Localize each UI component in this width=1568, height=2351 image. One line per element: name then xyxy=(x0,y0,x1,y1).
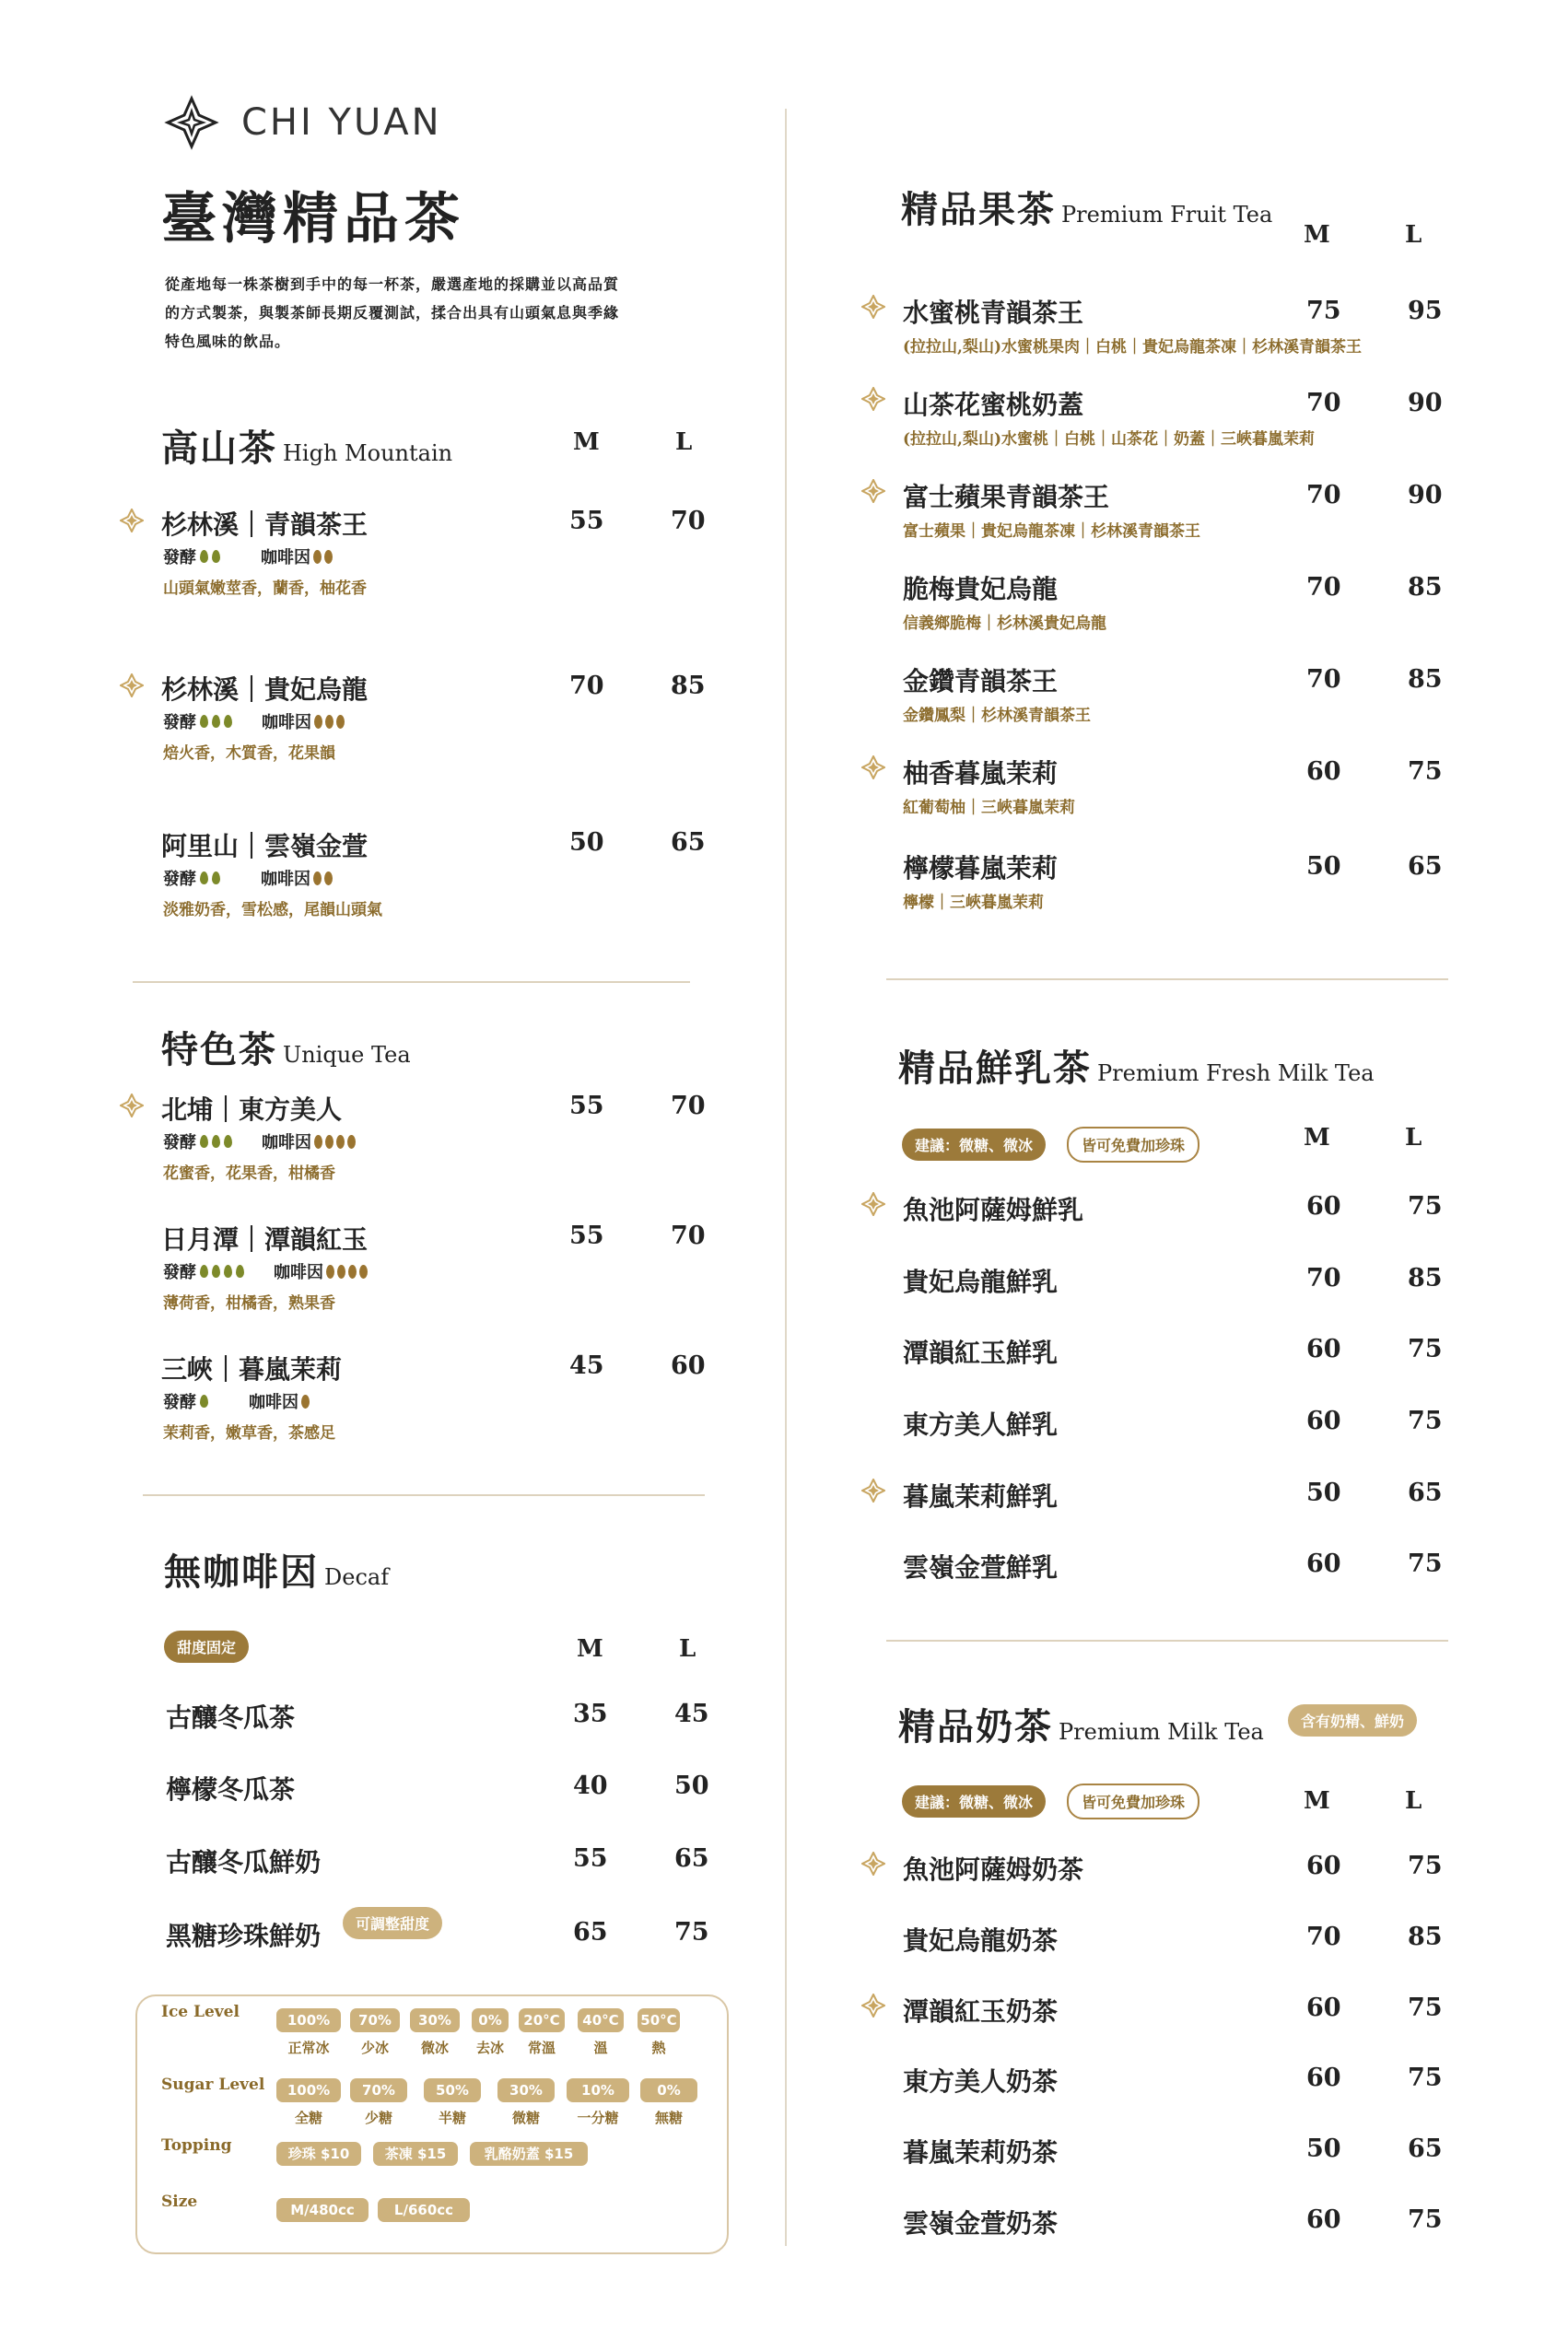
option-caption: 微糖 xyxy=(511,2110,540,2126)
col-l-label: L xyxy=(1405,221,1422,249)
menu-item-name: 檸檬冬瓜茶 xyxy=(166,1774,296,1805)
tasting-notes: 花蜜香，花果香，柑橘香 xyxy=(163,1164,335,1183)
strength-indicators xyxy=(163,709,345,733)
price-m: 60 xyxy=(1306,2205,1341,2234)
price-l: 75 xyxy=(1408,1550,1443,1578)
ferment-leaf-icon xyxy=(236,1265,244,1278)
price-m: 50 xyxy=(1306,852,1341,881)
signature-star-icon xyxy=(120,509,144,532)
price-m: 50 xyxy=(1306,2135,1341,2163)
menu-item-name: 古釀冬瓜茶 xyxy=(166,1702,296,1733)
ferment-leaf-icon xyxy=(212,1135,220,1148)
option-caption: 全糖 xyxy=(294,2110,322,2126)
option-chip: 珍珠 $10 xyxy=(276,2142,361,2166)
menu-item-name: 杉林溪｜貴妃烏龍 xyxy=(161,674,369,705)
section-divider xyxy=(886,1640,1448,1642)
caffeine-bean-icon xyxy=(314,1135,322,1149)
ingredients: 檸檬｜三峽暮嵐茉莉 xyxy=(903,894,1044,912)
signature-star-icon xyxy=(120,673,144,697)
option-chip: 50% xyxy=(424,2078,481,2102)
price-l: 45 xyxy=(674,1700,709,1728)
price-m: 40 xyxy=(573,1772,608,1800)
caffeine-bean-icon xyxy=(313,550,322,564)
col-m-label: M xyxy=(573,428,600,456)
ferment-leaf-icon xyxy=(212,715,220,728)
menu-item-name: 魚池阿薩姆鮮乳 xyxy=(903,1195,1084,1225)
price-m: 60 xyxy=(1306,1852,1341,1880)
option-caption: 半糖 xyxy=(438,2110,466,2126)
menu-item-name: 東方美人鮮乳 xyxy=(903,1409,1059,1440)
ferment-leaf-icon xyxy=(212,1265,220,1278)
price-l: 70 xyxy=(671,507,706,535)
price-m: 50 xyxy=(569,828,604,857)
menu-item-name: 柚香暮嵐茉莉 xyxy=(903,758,1059,789)
caffeine-bean-icon xyxy=(337,1265,345,1279)
price-l: 85 xyxy=(671,672,706,700)
ferment-leaf-icon xyxy=(200,1265,208,1278)
col-m-label: M xyxy=(1304,221,1330,249)
ferment-leaf-icon xyxy=(200,871,208,884)
fixed-sweetness-badge: 甜度固定 xyxy=(164,1631,249,1663)
topping-label: Topping xyxy=(161,2136,232,2155)
price-l: 75 xyxy=(1408,2205,1443,2234)
price-l: 85 xyxy=(1408,573,1443,602)
col-m-label: M xyxy=(1304,1124,1330,1152)
price-m: 60 xyxy=(1306,1335,1341,1363)
ingredients: 富士蘋果｜貴妃烏龍茶凍｜杉林溪青韻茶王 xyxy=(903,522,1200,541)
tasting-notes: 茉莉香，嫩草香，茶感足 xyxy=(163,1424,335,1443)
price-l: 75 xyxy=(1408,1407,1443,1435)
price-l: 85 xyxy=(1408,1923,1443,1951)
caffeine-bean-icon xyxy=(314,715,322,729)
menu-item-name: 阿里山｜雲嶺金萱 xyxy=(161,831,369,861)
price-m: 55 xyxy=(573,1844,608,1873)
caffeine-label: 咖啡因 xyxy=(249,1393,298,1412)
menu-item-name: 魚池阿薩姆奶茶 xyxy=(903,1854,1084,1885)
signature-star-icon xyxy=(120,1094,144,1117)
menu-item-name: 山茶花蜜桃奶蓋 xyxy=(903,390,1084,420)
menu-item-name: 金鑽青韻茶王 xyxy=(903,666,1059,696)
signature-star-icon xyxy=(861,1994,885,2018)
ferment-leaf-icon xyxy=(224,1265,232,1278)
fresh-milk-tea-title: 精品鮮乳茶 Premium Fresh Milk Tea xyxy=(898,1047,1375,1090)
free-pearl-badge: 皆可免費加珍珠 xyxy=(1067,1784,1199,1819)
menu-item-name: 黑糖珍珠鮮奶 xyxy=(166,1921,322,1951)
caffeine-bean-icon xyxy=(347,1135,356,1149)
price-l: 75 xyxy=(1408,1335,1443,1363)
price-l: 75 xyxy=(1408,2064,1443,2092)
caffeine-bean-icon xyxy=(336,715,345,729)
caffeine-bean-icon xyxy=(301,1395,310,1409)
price-l: 65 xyxy=(1408,2135,1443,2163)
menu-item-name: 脆梅貴妃烏龍 xyxy=(903,574,1059,604)
menu-item-name: 三峽｜暮嵐茉莉 xyxy=(161,1354,343,1385)
option-chip: 50°C xyxy=(638,2008,680,2032)
option-caption: 常溫 xyxy=(527,2040,556,2056)
option-chip: 0% xyxy=(640,2078,697,2102)
price-m: 70 xyxy=(1306,481,1341,509)
option-chip: 30% xyxy=(410,2008,460,2032)
col-m-label: M xyxy=(577,1635,603,1663)
ingredients: 金鑽鳳梨｜杉林溪青韻茶王 xyxy=(903,707,1091,725)
caffeine-label: 咖啡因 xyxy=(262,1133,311,1152)
menu-item-name: 東方美人奶茶 xyxy=(903,2066,1059,2097)
price-l: 65 xyxy=(671,828,706,857)
brand-name: CHI YUAN xyxy=(241,101,442,144)
brand-description: 從產地每一株茶樹到手中的每一杯茶，嚴選產地的採購並以高品質 的方式製茶，與製茶師長期反覆測試，揉合出具有山頭氣息與季緣 特色風味的飲品。 xyxy=(165,275,620,350)
page-title: 臺灣精品茶 xyxy=(161,187,465,251)
option-caption: 微冰 xyxy=(420,2040,449,2056)
option-chip: 乳酪奶蓋 $15 xyxy=(470,2142,588,2166)
price-l: 75 xyxy=(674,1918,709,1947)
sugar-level-label: Sugar Level xyxy=(161,2076,265,2094)
caffeine-bean-icon xyxy=(324,871,333,885)
ingredients: 信義鄉脆梅｜杉林溪貴妃烏龍 xyxy=(903,614,1106,633)
price-m: 60 xyxy=(1306,1550,1341,1578)
option-chip: 100% xyxy=(276,2078,341,2102)
signature-star-icon xyxy=(861,1192,885,1216)
section-divider xyxy=(133,981,690,983)
ingredients: (拉拉山,梨山)水蜜桃果肉｜白桃｜貴妃烏龍茶凍｜杉林溪青韻茶王 xyxy=(903,338,1363,357)
strength-indicators xyxy=(163,1389,310,1413)
caffeine-label: 咖啡因 xyxy=(274,1263,323,1282)
caffeine-label: 咖啡因 xyxy=(261,548,310,567)
ferment-leaf-icon xyxy=(224,1135,232,1148)
tasting-notes: 淡雅奶香，雪松感，尾韻山頭氣 xyxy=(163,901,382,919)
suggestion-badge: 建議：微糖、微冰 xyxy=(902,1785,1046,1818)
menu-item-name: 杉林溪｜青韻茶王 xyxy=(161,509,369,540)
menu-item-name: 北埔｜東方美人 xyxy=(161,1094,343,1125)
price-m: 75 xyxy=(1306,297,1341,325)
unique-tea-title: 特色茶 Unique Tea xyxy=(161,1028,411,1071)
price-l: 75 xyxy=(1408,1994,1443,2022)
col-l-label: L xyxy=(1405,1787,1422,1815)
option-chip: 30% xyxy=(497,2078,555,2102)
caffeine-bean-icon xyxy=(325,715,333,729)
price-l: 85 xyxy=(1408,1264,1443,1292)
section-divider xyxy=(143,1494,705,1496)
option-chip: 100% xyxy=(276,2008,341,2032)
menu-item-name: 富士蘋果青韻茶王 xyxy=(903,482,1110,512)
option-chip: 0% xyxy=(472,2008,509,2032)
menu-item-name: 暮嵐茉莉奶茶 xyxy=(903,2137,1059,2168)
free-pearl-badge: 皆可免費加珍珠 xyxy=(1067,1127,1199,1163)
price-m: 65 xyxy=(573,1918,608,1947)
option-caption: 熱 xyxy=(651,2040,666,2056)
caffeine-bean-icon xyxy=(326,1265,334,1279)
adjustable-sweetness-badge: 可調整甜度 xyxy=(343,1907,442,1939)
caffeine-bean-icon xyxy=(348,1265,357,1279)
price-l: 75 xyxy=(1408,757,1443,786)
decaf-title: 無咖啡因 Decaf xyxy=(164,1550,390,1594)
option-caption: 少糖 xyxy=(364,2110,392,2126)
col-m-label: M xyxy=(1304,1787,1330,1815)
menu-item-name: 貴妃烏龍鮮乳 xyxy=(903,1267,1059,1297)
price-m: 70 xyxy=(1306,573,1341,602)
ingredients: 紅葡萄柚｜三峽暮嵐茉莉 xyxy=(903,799,1075,817)
price-m: 60 xyxy=(1306,2064,1341,2092)
option-chip: 70% xyxy=(350,2078,407,2102)
price-m: 70 xyxy=(1306,1923,1341,1951)
caffeine-bean-icon xyxy=(359,1265,368,1279)
ferment-leaf-icon xyxy=(224,715,232,728)
price-m: 70 xyxy=(569,672,604,700)
price-m: 55 xyxy=(569,507,604,535)
suggestion-badge: 建議：微糖、微冰 xyxy=(902,1129,1046,1161)
ferment-leaf-icon xyxy=(200,1135,208,1148)
menu-item-name: 古釀冬瓜鮮奶 xyxy=(166,1847,322,1877)
strength-indicators xyxy=(163,544,333,568)
price-m: 70 xyxy=(1306,665,1341,694)
option-caption: 一分糖 xyxy=(577,2110,619,2126)
col-l-label: L xyxy=(675,428,693,456)
ferment-label: 發酵 xyxy=(163,1393,196,1412)
strength-indicators xyxy=(163,866,333,890)
menu-item-name: 貴妃烏龍奶茶 xyxy=(903,1925,1059,1956)
caffeine-bean-icon xyxy=(324,550,333,564)
strength-indicators xyxy=(163,1129,356,1153)
menu-item-name: 水蜜桃青韻茶王 xyxy=(903,298,1084,328)
caffeine-bean-icon xyxy=(336,1135,345,1149)
ferment-label: 發酵 xyxy=(163,870,196,889)
option-caption: 無糖 xyxy=(654,2110,683,2126)
price-m: 60 xyxy=(1306,1407,1341,1435)
price-l: 65 xyxy=(674,1844,709,1873)
menu-item-name: 雲嶺金萱奶茶 xyxy=(903,2208,1059,2239)
milk-tea-title: 精品奶茶 Premium Milk Tea xyxy=(898,1705,1264,1749)
price-l: 50 xyxy=(674,1772,709,1800)
menu-item-name: 潭韻紅玉鮮乳 xyxy=(903,1338,1059,1368)
ferment-leaf-icon xyxy=(200,1395,208,1408)
caffeine-label: 咖啡因 xyxy=(261,870,310,889)
caffeine-label: 咖啡因 xyxy=(262,713,311,732)
brand-logo-icon xyxy=(164,95,219,150)
option-caption: 去冰 xyxy=(475,2040,504,2056)
signature-star-icon xyxy=(861,479,885,503)
ferment-label: 發酵 xyxy=(163,1133,196,1152)
menu-item-name: 潭韻紅玉奶茶 xyxy=(903,1996,1059,2027)
ferment-label: 發酵 xyxy=(163,713,196,732)
option-chip: 20°C xyxy=(519,2008,565,2032)
signature-star-icon xyxy=(861,755,885,779)
menu-item-name: 雲嶺金萱鮮乳 xyxy=(903,1552,1059,1583)
tasting-notes: 焙火香，木質香，花果韻 xyxy=(163,744,335,763)
price-l: 70 xyxy=(671,1222,706,1250)
signature-star-icon xyxy=(861,1479,885,1503)
price-m: 70 xyxy=(1306,389,1341,417)
ingredients: (拉拉山,梨山)水蜜桃｜白桃｜山茶花｜奶蓋｜三峽暮嵐茉莉 xyxy=(903,430,1316,449)
price-l: 95 xyxy=(1408,297,1443,325)
option-chip: 40°C xyxy=(578,2008,624,2032)
ferment-leaf-icon xyxy=(212,550,220,563)
signature-star-icon xyxy=(861,387,885,411)
price-m: 35 xyxy=(573,1700,608,1728)
price-l: 70 xyxy=(671,1092,706,1120)
price-m: 60 xyxy=(1306,1994,1341,2022)
ferment-label: 發酵 xyxy=(163,548,196,567)
tasting-notes: 山頭氣嫩莖香，蘭香，柚花香 xyxy=(163,579,367,598)
price-l: 85 xyxy=(1408,665,1443,694)
menu-item-name: 暮嵐茉莉鮮乳 xyxy=(903,1481,1059,1512)
price-l: 60 xyxy=(671,1351,706,1380)
price-l: 65 xyxy=(1408,852,1443,881)
ferment-leaf-icon xyxy=(212,871,220,884)
price-m: 55 xyxy=(569,1222,604,1250)
fruit-tea-title: 精品果茶 Premium Fruit Tea xyxy=(901,188,1273,231)
option-chip: L/660cc xyxy=(378,2198,470,2222)
strength-indicators xyxy=(163,1259,368,1283)
price-m: 70 xyxy=(1306,1264,1341,1292)
ferment-label: 發酵 xyxy=(163,1263,196,1282)
contains-creamer-tag: 含有奶精、鮮奶 xyxy=(1288,1704,1417,1737)
price-l: 75 xyxy=(1408,1852,1443,1880)
price-l: 65 xyxy=(1408,1479,1443,1507)
caffeine-bean-icon xyxy=(325,1135,333,1149)
option-chip: M/480cc xyxy=(276,2198,369,2222)
price-l: 75 xyxy=(1408,1192,1443,1221)
menu-item-name: 日月潭｜潭韻紅玉 xyxy=(161,1224,369,1255)
price-m: 60 xyxy=(1306,1192,1341,1221)
high-mountain-title: 高山茶 High Mountain xyxy=(161,427,453,470)
option-caption: 少冰 xyxy=(360,2040,389,2056)
col-l-label: L xyxy=(679,1635,696,1663)
price-m: 45 xyxy=(569,1351,604,1380)
ferment-leaf-icon xyxy=(200,715,208,728)
signature-star-icon xyxy=(861,295,885,319)
option-chip: 10% xyxy=(567,2078,629,2102)
column-divider xyxy=(785,109,787,2246)
price-l: 90 xyxy=(1408,389,1443,417)
size-label: Size xyxy=(161,2193,198,2211)
option-chip: 70% xyxy=(350,2008,400,2032)
signature-star-icon xyxy=(861,1852,885,1876)
col-l-label: L xyxy=(1405,1124,1422,1152)
price-m: 60 xyxy=(1306,757,1341,786)
tasting-notes: 薄荷香，柑橘香，熟果香 xyxy=(163,1294,335,1313)
caffeine-bean-icon xyxy=(313,871,322,885)
menu-item-name: 檸檬暮嵐茉莉 xyxy=(903,853,1059,883)
ice-level-label: Ice Level xyxy=(161,2003,240,2021)
ferment-leaf-icon xyxy=(200,550,208,563)
option-caption: 正常冰 xyxy=(287,2040,330,2056)
section-divider xyxy=(886,978,1448,980)
price-l: 90 xyxy=(1408,481,1443,509)
price-m: 55 xyxy=(569,1092,604,1120)
option-caption: 溫 xyxy=(593,2040,608,2056)
price-m: 50 xyxy=(1306,1479,1341,1507)
option-chip: 茶凍 $15 xyxy=(373,2142,458,2166)
